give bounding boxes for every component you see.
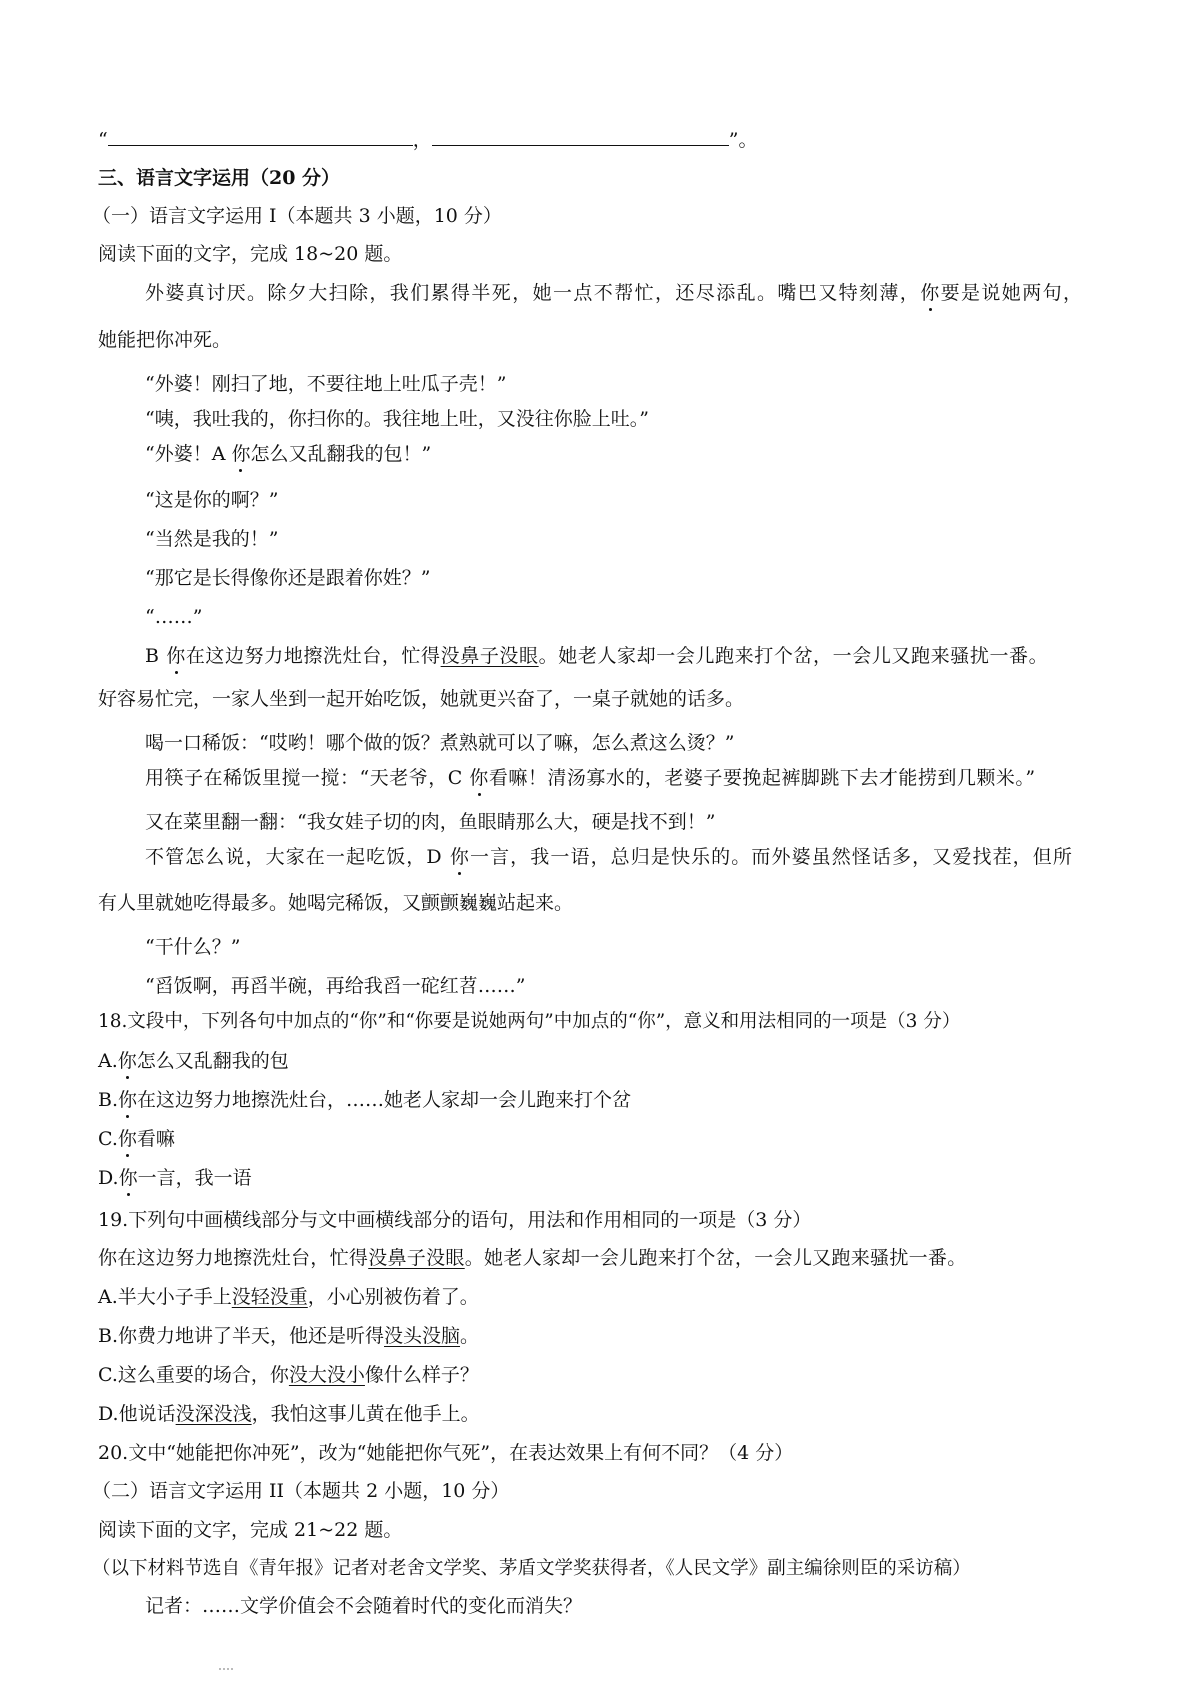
part-1-title: （一）语言文字运用 I（本题共 3 小题，10 分） <box>92 205 502 227</box>
q18-option-a[interactable]: A.你怎么又乱翻我的包 <box>98 1050 289 1072</box>
part-2-instruction: 阅读下面的文字，完成 21~22 题。 <box>98 1519 403 1541</box>
q19-quoted-sentence: 你在这边努力地擦洗灶台，忙得没鼻子没眼。她老人家却一会儿跑来打个岔，一会儿又跑来骚扰一番。 <box>98 1247 967 1269</box>
dialogue-5: “当然是我的！” <box>145 528 279 550</box>
dialogue-3: “外婆！A 你怎么又乱翻我的包！” <box>145 443 432 465</box>
underlined-phrase: 没鼻子没眼 <box>440 645 539 667</box>
comma: ， <box>412 129 432 151</box>
q19-option-c[interactable]: C.这么重要的场合，你没大没小像什么样子？ <box>98 1364 479 1386</box>
dialogue-1: “外婆！刚扫了地，不要往地上吐瓜子壳！” <box>145 373 507 395</box>
part-2-title: （二）语言文字运用 II（本题共 2 小题，10 分） <box>92 1480 510 1502</box>
dotted-ni: 你 <box>449 846 470 868</box>
dialogue-7: “……” <box>145 606 203 628</box>
close-quote: ”。 <box>728 129 758 151</box>
passage-p1-line1: 外婆真讨厌。除夕大扫除，我们累得半死，她一点不帮忙，还尽添乱。嘴巴又特刻薄，你要是说她两句， <box>145 282 1084 304</box>
q19-stem: 19.下列句中画横线部分与文中画横线部分的语句，用法和作用相同的一项是（3 分） <box>98 1209 812 1231</box>
dialogue-8: “干什么？” <box>145 936 241 958</box>
answer-blank-2[interactable] <box>432 131 729 146</box>
part-2-source-note: （以下材料节选自《青年报》记者对老舍文学奖、茅盾文学奖获得者，《人民文学》副主编徐则臣的采访稿） <box>92 1558 971 1579</box>
fill-in-answer-line <box>98 131 757 150</box>
footer-mark <box>219 1668 233 1672</box>
q18-option-c[interactable]: C.你看嘛 <box>98 1128 175 1150</box>
dotted-ni: 你 <box>920 282 941 304</box>
q18-option-b[interactable]: B.你在这边努力地擦洗灶台，……她老人家却一会儿跑来打个岔 <box>98 1089 632 1111</box>
dialogue-9: “舀饭啊，再舀半碗，再给我舀一砣红苕……” <box>145 975 526 997</box>
answer-blank-1[interactable] <box>108 131 413 146</box>
dialogue-4: “这是你的啊？” <box>145 489 279 511</box>
section-3-title: 三、语言文字运用（20 分） <box>98 167 341 189</box>
passage-p4: 用筷子在稀饭里搅一搅：“天老爷，C 你看嘛！清汤寡水的，老婆子要挽起裤脚跳下去才能捞到几颗米。” <box>145 767 1036 789</box>
passage-p6-line2: 有人里就她吃得最多。她喝完稀饭，又颤颤巍巍站起来。 <box>98 892 574 914</box>
dotted-ni: 你 <box>166 645 186 667</box>
dialogue-6: “那它是长得像你还是跟着你姓？” <box>145 567 431 589</box>
dialogue-2: “咦，我吐我的，你扫你的。我往地上吐，又没往你脸上吐。” <box>145 408 649 430</box>
dotted-ni: 你 <box>469 767 489 789</box>
q18-stem: 18.文段中，下列各句中加点的“你”和“你要是说她两句”中加点的“你”，意义和用法相同的一项是（3 分） <box>98 1011 961 1032</box>
passage-p2-line2: 好容易忙完，一家人坐到一起开始吃饭，她就更兴奋了，一桌子就她的话多。 <box>98 688 745 710</box>
q19-option-a[interactable]: A.半大小子手上没轻没重，小心别被伤着了。 <box>98 1286 479 1308</box>
passage-p6-line1: 不管怎么说，大家在一起吃饭，D 你一言，我一语，总归是快乐的。而外婆虽然怪话多，又爱找茬，但所 <box>145 846 1073 868</box>
q19-option-b[interactable]: B.你费力地讲了半天，他还是听得没头没脑。 <box>98 1325 480 1347</box>
passage-p2-line1: B 你在这边努力地擦洗灶台，忙得没鼻子没眼。她老人家却一会儿跑来打个岔，一会儿又跑来骚扰一番。 <box>145 645 1049 667</box>
interview-line: 记者：……文学价值会不会随着时代的变化而消失？ <box>145 1595 583 1617</box>
q19-option-d[interactable]: D.他说话没深没浅，我怕这事儿黄在他手上。 <box>98 1403 480 1425</box>
passage-p3: 喝一口稀饭：“哎哟！哪个做的饭？煮熟就可以了嘛，怎么煮这么烫？” <box>145 732 735 754</box>
open-quote: “ <box>98 129 108 151</box>
dotted-ni: 你 <box>231 443 251 465</box>
q20-stem: 20.文中“她能把你冲死”，改为“她能把你气死”，在表达效果上有何不同？（4 分） <box>98 1442 794 1464</box>
passage-p1-line2: 她能把你冲死。 <box>98 329 232 351</box>
part-1-instruction: 阅读下面的文字，完成 18~20 题。 <box>98 243 403 265</box>
q18-option-d[interactable]: D.你一言，我一语 <box>98 1167 252 1189</box>
passage-p5: 又在菜里翻一翻：“我女娃子切的肉，鱼眼睛那么大，硬是找不到！” <box>145 811 716 833</box>
